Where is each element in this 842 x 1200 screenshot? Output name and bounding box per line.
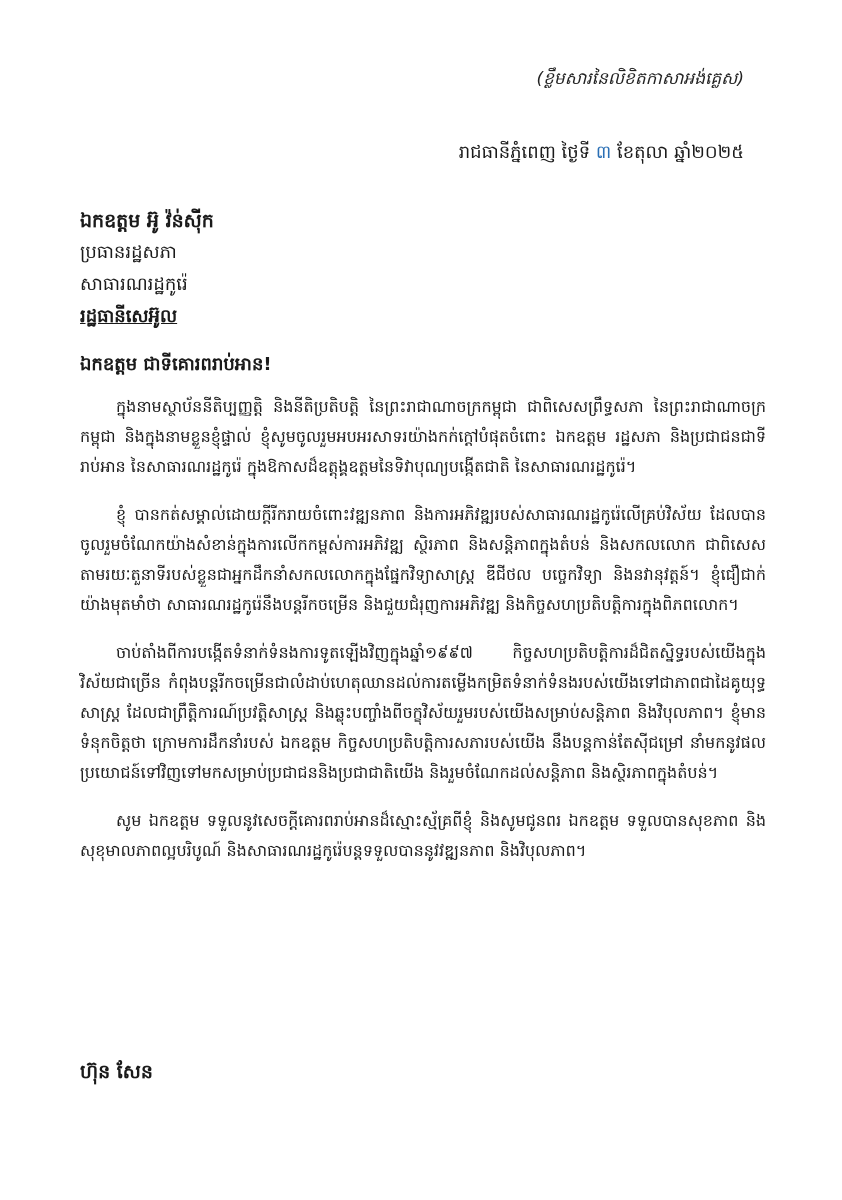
recipient-city: រដ្ឋធានីសេអ៊ូល bbox=[80, 306, 178, 327]
date-line bbox=[459, 140, 744, 167]
letter-body bbox=[80, 392, 766, 884]
paragraph-2: ខ្ញុំ បានកត់សម្គាល់ដោយក្តីរីករាយចំពោះវឌ្ឍនភាព និងការអភិវឌ្ឍរបស់សាធារណរដ្ឋកូរ៉េលើគ្រប់វិស័យ ដែលបានចូលរួមចំណែកយ៉ាងសំខាន់ក្នុងការលើកកម្ពស់ការអភិវឌ្ឍ ស្ថិរភាព និងសន្តិភាពក្នុងតំបន់ និងសកលលោក ជាពិសេសតាមរយៈតួនាទីរបស់ខ្លួនជាអ្នកដឹកនាំសកលលោកក្នុងផ្នែកវិទ្យាសាស្ត្រ ឌីជីថល បច្ចេកវិទ្យា និងនវានុវត្តន៍។ ខ្ញុំជឿជាក់យ៉ាងមុតមាំថា សាធារណរដ្ឋកូរ៉េនឹងបន្តរីកចម្រើន និងជួយជំរុញការអភិវឌ្ឍ និងកិច្ចសហប្រតិបត្តិការក្នុងពិភពលោក។ bbox=[80, 505, 766, 614]
date-prefix: រាជធានីភ្នំពេញ ថ្ងៃទី bbox=[458, 142, 591, 163]
paragraph-1: ក្នុងនាមស្ថាប័ននីតិប្បញ្ញត្តិ និងនីតិប្រតិបត្តិ នៃព្រះរាជាណាចក្រកម្ពុជា ជាពិសេសព្រឹទ្ធសភា នៃព្រះរាជាណាចក្រកម្ពុជា និងក្នុងនាមខ្លួនខ្ញុំផ្ទាល់ ខ្ញុំសូមចូលរួមអបអរសាទរយ៉ាងកក់ក្តៅបំផុតចំពោះ ឯកឧត្តម រដ្ឋសភា និងប្រជាជនជាទីរាប់អាន នៃសាធារណរដ្ឋកូរ៉េ ក្នុងឱកាសដ៏ឧត្តុង្គឧត្តមនៃទិវាបុណ្យបង្កើតជាតិ នៃសាធារណរដ្ឋកូរ៉េ។ bbox=[80, 397, 766, 476]
translation-note: (ខ្លឹមសារនៃលិខិតកាសាអង់គ្លេស) bbox=[536, 69, 744, 89]
recipient-name: ឯកឧត្តម អ៊ូ វ៉ន់ស៊ីក bbox=[80, 210, 214, 232]
recipient-country: សាធារណរដ្ឋកូរ៉េ bbox=[80, 274, 188, 295]
recipient-block bbox=[80, 205, 214, 333]
recipient-title: ប្រធានរដ្ឋសភា bbox=[80, 242, 177, 263]
date-day: ៣ bbox=[595, 142, 612, 163]
date-suffix: ខែតុលា ឆ្នាំ២០២៥ bbox=[616, 142, 744, 163]
salutation: ឯកឧត្តម ជាទីគោរពរាប់អាន! bbox=[80, 354, 272, 375]
paragraph-4: សូម ឯកឧត្តម ទទួលនូវសេចក្តីគោរពរាប់អានដ៏ស្មោះស្ម័គ្រពីខ្ញុំ និងសូមជូនពរ ឯកឧត្តម ទទួលបានសុខភាព និងសុខុមាលភាពល្អបរិបូណ៍ និងសាធារណរដ្ឋកូរ៉េបន្តទទួលបាននូវវឌ្ឍនភាព និងវិបុលភាព។ bbox=[80, 811, 766, 860]
signature-name: ហ៊ុន សែន bbox=[80, 1061, 153, 1083]
paragraph-3: ចាប់តាំងពីការបង្កើតទំនាក់ទំនងការទូតឡើងវិញក្នុងឆ្នាំ១៩៩៧ កិច្ចសហប្រតិបត្តិការដ៏ជិតស្និទ្ធរបស់យើងក្នុងវិស័យជាច្រើន កំពុងបន្តរីកចម្រើនជាលំដាប់ហេតុឈានដល់ការតម្លើងកម្រិតទំនាក់ទំនងរបស់យើងទៅជាភាពជាដៃគូយុទ្ធសាស្ត្រ ដែលជាព្រឹត្តិការណ៍ប្រវត្តិសាស្ត្រ និងឆ្លុះបញ្ចាំងពីចក្ខុវិស័យរួមរបស់យើងសម្រាប់សន្តិភាព និងវិបុលភាព។ ខ្ញុំមានទំនុកចិត្តថា ក្រោមការដឹកនាំរបស់ ឯកឧត្តម កិច្ចសហប្រតិបត្តិការសភារបស់យើង នឹងបន្តកាន់តែស៊ីជម្រៅ នាំមកនូវផលប្រយោជន៍ទៅវិញទៅមកសម្រាប់ប្រជាជននិងប្រជាជាតិយើង និងរួមចំណែកដល់សន្តិភាព និងស្ថិរភាពក្នុងតំបន់។ bbox=[80, 643, 766, 782]
